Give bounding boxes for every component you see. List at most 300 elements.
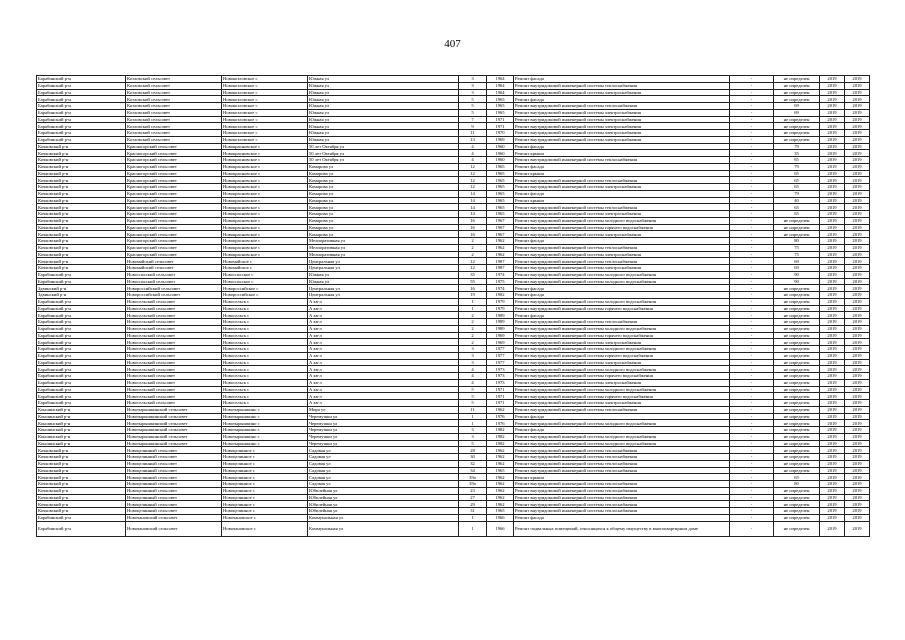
house-number-cell: 4 [459, 366, 487, 373]
plan-year-start-cell: 2019 [820, 319, 845, 326]
dash-cell: - [730, 406, 774, 413]
dash-cell: - [730, 440, 774, 447]
district-cell: Кочковский р-н [37, 204, 126, 211]
cost-cell: не определен [774, 393, 820, 400]
build-year-cell: 1962 [487, 406, 514, 413]
build-year-cell: 1966 [487, 521, 514, 536]
plan-year-start-cell: 2019 [820, 184, 845, 191]
plan-year-start-cell: 2019 [820, 359, 845, 366]
table-row [37, 319, 870, 326]
plan-year-start-cell: 2019 [820, 157, 845, 164]
house-number-cell: 16 [459, 285, 487, 292]
council-cell: Козловский сельсовет [126, 82, 222, 89]
cost-cell: 65 [774, 177, 820, 184]
settlement-cell: Новочановское с [222, 514, 308, 521]
council-cell: Красногорский сельсовет [126, 238, 222, 245]
table-row [37, 190, 870, 197]
street-cell: Коммунальная ул [308, 514, 459, 521]
cost-cell: не определен [774, 366, 820, 373]
street-cell: Комарова ул [308, 184, 459, 191]
table-row [37, 278, 870, 285]
dash-cell: - [730, 170, 774, 177]
build-year-cell: 1977 [487, 352, 514, 359]
plan-year-start-cell: 2019 [820, 82, 845, 89]
dash-cell: - [730, 454, 774, 461]
work-type-cell: Ремонт внутридомовой инженерной системы теплоснабжения [514, 82, 730, 89]
street-cell: Центральная ул [308, 285, 459, 292]
street-cell: Коммунальная ул [308, 521, 459, 536]
settlement-cell: Новокрасновское с [222, 224, 308, 231]
district-cell: Кочковский р-н [37, 163, 126, 170]
table-row [37, 494, 870, 501]
table-row [37, 170, 870, 177]
settlement-cell: Новокозловское с [222, 89, 308, 96]
council-cell: Новосельский сельсовет [126, 312, 222, 319]
build-year-cell: 1973 [487, 379, 514, 386]
plan-year-start-cell: 2019 [820, 366, 845, 373]
house-number-cell: 34 [459, 467, 487, 474]
plan-year-start-cell: 2019 [820, 190, 845, 197]
plan-year-end-cell: 2019 [845, 460, 870, 467]
work-type-cell: Ремонт внутридомовой инженерной системы холодного водоснабжения [514, 278, 730, 285]
build-year-cell: 1967 [487, 217, 514, 224]
street-cell: Южная ул [308, 89, 459, 96]
council-cell: Новосельский сельсовет [126, 319, 222, 326]
plan-year-end-cell: 2019 [845, 474, 870, 481]
plan-year-start-cell: 2019 [820, 474, 845, 481]
district-cell: Барабинский р-н [37, 332, 126, 339]
table-row [37, 224, 870, 231]
settlement-cell: Новокрасновское с [222, 217, 308, 224]
plan-year-end-cell: 2019 [845, 305, 870, 312]
settlement-cell: Новотырышкино с [222, 433, 308, 440]
settlement-cell: Новоцелинное с [222, 467, 308, 474]
table-row [37, 285, 870, 292]
street-cell: Мелиоративная ул [308, 251, 459, 258]
plan-year-start-cell: 2019 [820, 400, 845, 407]
plan-year-start-cell: 2019 [820, 386, 845, 393]
council-cell: Красногорский сельсовет [126, 217, 222, 224]
cost-cell: 90 [774, 278, 820, 285]
table-row [37, 433, 870, 440]
build-year-cell: 1989 [487, 319, 514, 326]
house-number-cell: 2 [459, 332, 487, 339]
dash-cell: - [730, 258, 774, 265]
council-cell: Новоцелинный сельсовет [126, 508, 222, 515]
street-cell: Садовая ул [308, 447, 459, 454]
plan-year-start-cell: 2019 [820, 116, 845, 123]
work-type-cell: Ремонт внутридомовой инженерной системы электроснабжения [514, 184, 730, 191]
dash-cell: - [730, 123, 774, 130]
plan-year-start-cell: 2019 [820, 244, 845, 251]
plan-year-start-cell: 2019 [820, 514, 845, 521]
house-number-cell: 3 [459, 359, 487, 366]
plan-year-end-cell: 2019 [845, 346, 870, 353]
cost-cell: не определен [774, 352, 820, 359]
council-cell: Новосельский сельсовет [126, 393, 222, 400]
table-row [37, 325, 870, 332]
plan-year-end-cell: 2019 [845, 494, 870, 501]
council-cell: Новоцелинный сельсовет [126, 447, 222, 454]
build-year-cell: 1962 [487, 238, 514, 245]
page-number: 407 [444, 38, 461, 50]
district-cell: Кочковский р-н [37, 150, 126, 157]
plan-year-end-cell: 2019 [845, 406, 870, 413]
plan-year-end-cell: 2019 [845, 109, 870, 116]
plan-year-end-cell: 2019 [845, 373, 870, 380]
cost-cell: 69 [774, 103, 820, 110]
plan-year-start-cell: 2019 [820, 447, 845, 454]
plan-year-end-cell: 2019 [845, 143, 870, 150]
work-type-cell: Ремонт фасада [514, 76, 730, 83]
dash-cell: - [730, 332, 774, 339]
dash-cell: - [730, 136, 774, 143]
house-number-cell: 5 [459, 103, 487, 110]
plan-year-end-cell: 2019 [845, 204, 870, 211]
dash-cell: - [730, 305, 774, 312]
table-row [37, 251, 870, 258]
street-cell: Мира ул [308, 406, 459, 413]
plan-year-start-cell: 2019 [820, 136, 845, 143]
work-type-cell: Ремонт внутридомовой инженерной системы электроснабжения [514, 136, 730, 143]
district-cell: Коьшинский р-н [37, 406, 126, 413]
plan-year-start-cell: 2019 [820, 76, 845, 83]
build-year-cell: 1982 [487, 440, 514, 447]
build-year-cell: 1960 [487, 150, 514, 157]
council-cell: Новомайский сельсовет [126, 265, 222, 272]
cost-cell: не определен [774, 400, 820, 407]
settlement-cell: Новоцелинное с [222, 454, 308, 461]
council-cell: Новоцелинный сельсовет [126, 501, 222, 508]
cost-cell: не определен [774, 413, 820, 420]
cost-cell: не определен [774, 96, 820, 103]
district-cell: Барабинский р-н [37, 278, 126, 285]
council-cell: Новосельский сельсовет [126, 373, 222, 380]
work-type-cell: Ремонт фасада [514, 190, 730, 197]
street-cell: Черемушки ул [308, 420, 459, 427]
dash-cell: - [730, 474, 774, 481]
district-cell: Барабинский р-н [37, 393, 126, 400]
house-number-cell: 16 [459, 231, 487, 238]
plan-year-start-cell: 2019 [820, 285, 845, 292]
cost-cell: 69 [774, 265, 820, 272]
district-cell: Кочковский р-н [37, 244, 126, 251]
settlement-cell: Новоцелинное с [222, 508, 308, 515]
plan-year-end-cell: 2019 [845, 454, 870, 461]
table-row [37, 136, 870, 143]
council-cell: Новосельский сельсовет [126, 305, 222, 312]
street-cell: Южная ул [308, 130, 459, 137]
street-cell: Южная ул [308, 109, 459, 116]
work-type-cell: Ремонт внутридомовой инженерной системы холодного водоснабжения [514, 386, 730, 393]
council-cell: Новотырышкинский сельсовет [126, 433, 222, 440]
plan-year-start-cell: 2019 [820, 379, 845, 386]
street-cell: Юбилейная ул [308, 494, 459, 501]
street-cell: Комарова ул [308, 224, 459, 231]
settlement-cell: Новосельск с [222, 305, 308, 312]
dash-cell: - [730, 420, 774, 427]
table-row [37, 339, 870, 346]
council-cell: Новотырышкинский сельсовет [126, 440, 222, 447]
dash-cell: - [730, 359, 774, 366]
dash-cell: - [730, 217, 774, 224]
plan-year-end-cell: 2019 [845, 217, 870, 224]
house-number-cell: 14 [459, 211, 487, 218]
house-number-cell: 39а [459, 481, 487, 488]
work-type-cell: Ремонт внутридомовой инженерной системы электроснабжения [514, 130, 730, 137]
dash-cell: - [730, 265, 774, 272]
dash-cell: - [730, 157, 774, 164]
work-type-cell: Ремонт внутридомовой инженерной системы теплоснабжения [514, 204, 730, 211]
plan-year-start-cell: 2019 [820, 109, 845, 116]
cost-cell: 79 [774, 143, 820, 150]
dash-cell: - [730, 285, 774, 292]
street-cell: Центральная ул [308, 292, 459, 299]
house-number-cell: 16 [459, 224, 487, 231]
settlement-cell: Новоцелинное с [222, 501, 308, 508]
council-cell: Красногорский сельсовет [126, 224, 222, 231]
cost-cell: не определен [774, 406, 820, 413]
council-cell: Красногорский сельсовет [126, 204, 222, 211]
settlement-cell: Новокозловское с [222, 136, 308, 143]
table-row [37, 427, 870, 434]
work-type-cell: Ремонт внутридомовой инженерной системы теплоснабжения [514, 244, 730, 251]
table-row [37, 481, 870, 488]
build-year-cell: 1965 [487, 163, 514, 170]
district-cell: Кочковский р-н [37, 474, 126, 481]
council-cell: Новоспасский сельсовет [126, 278, 222, 285]
table-row [37, 89, 870, 96]
build-year-cell: 1965 [487, 184, 514, 191]
plan-year-start-cell: 2019 [820, 305, 845, 312]
plan-year-start-cell: 2019 [820, 346, 845, 353]
district-cell: Кочковский р-н [37, 238, 126, 245]
house-number-cell: 4 [459, 150, 487, 157]
settlement-cell: Новотырышкино с [222, 406, 308, 413]
plan-year-start-cell: 2019 [820, 265, 845, 272]
house-number-cell: 3 [459, 433, 487, 440]
table-row [37, 393, 870, 400]
plan-year-end-cell: 2019 [845, 244, 870, 251]
house-number-cell: 16 [459, 217, 487, 224]
district-cell: Барабинский р-н [37, 89, 126, 96]
settlement-cell: Новокозловское с [222, 103, 308, 110]
dash-cell: - [730, 150, 774, 157]
cost-cell: не определен [774, 373, 820, 380]
plan-year-end-cell: 2019 [845, 487, 870, 494]
district-cell: Барабинский р-н [37, 346, 126, 353]
street-cell: Комарова ул [308, 170, 459, 177]
work-type-cell: Ремонт внутридомовой инженерной системы горячего водоснабжения [514, 352, 730, 359]
cost-cell: не определен [774, 454, 820, 461]
table-row [37, 82, 870, 89]
build-year-cell: 1965 [487, 204, 514, 211]
plan-year-start-cell: 2019 [820, 454, 845, 461]
plan-year-start-cell: 2019 [820, 271, 845, 278]
dash-cell: - [730, 109, 774, 116]
cost-cell: не определен [774, 76, 820, 83]
street-cell: А кв-л [308, 332, 459, 339]
work-type-cell: Ремонт внутридомовой инженерной системы теплоснабжения [514, 508, 730, 515]
district-cell: Кочковский р-н [37, 184, 126, 191]
table-row [37, 346, 870, 353]
street-cell: А кв-л [308, 400, 459, 407]
table-row [37, 109, 870, 116]
work-type-cell: Ремонт внутридомовой инженерной системы теплоснабжения [514, 481, 730, 488]
cost-cell: 35 [774, 150, 820, 157]
work-type-cell: Ремонт фасада [514, 143, 730, 150]
street-cell: Садовая ул [308, 467, 459, 474]
street-cell: А кв-л [308, 352, 459, 359]
build-year-cell: 1977 [487, 346, 514, 353]
council-cell: Новосельский сельсовет [126, 379, 222, 386]
cost-cell: 65 [774, 170, 820, 177]
settlement-cell: Новокозловское с [222, 82, 308, 89]
plan-year-end-cell: 2019 [845, 332, 870, 339]
plan-year-start-cell: 2019 [820, 420, 845, 427]
council-cell: Новосельский сельсовет [126, 325, 222, 332]
plan-year-end-cell: 2019 [845, 298, 870, 305]
house-number-cell: 23 [459, 487, 487, 494]
build-year-cell: 1979 [487, 298, 514, 305]
table-body [37, 76, 870, 537]
street-cell: Мелиоративная ул [308, 238, 459, 245]
build-year-cell: 1969 [487, 332, 514, 339]
build-year-cell: 1971 [487, 386, 514, 393]
cost-cell: не определен [774, 89, 820, 96]
street-cell: А кв-л [308, 373, 459, 380]
settlement-cell: Новосельск с [222, 332, 308, 339]
council-cell: Новотырышкинский сельсовет [126, 406, 222, 413]
house-number-cell: 5 [459, 96, 487, 103]
plan-year-end-cell: 2019 [845, 96, 870, 103]
dash-cell: - [730, 298, 774, 305]
table-row [37, 150, 870, 157]
house-number-cell: 31 [459, 508, 487, 515]
plan-year-end-cell: 2019 [845, 427, 870, 434]
table-row [37, 231, 870, 238]
council-cell: Новотырышкинский сельсовет [126, 420, 222, 427]
council-cell: Красногорский сельсовет [126, 170, 222, 177]
district-cell: Кочковский р-н [37, 454, 126, 461]
table-row [37, 116, 870, 123]
dash-cell: - [730, 433, 774, 440]
district-cell: Барабинский р-н [37, 96, 126, 103]
dash-cell: - [730, 481, 774, 488]
council-cell: Новоцелинный сельсовет [126, 487, 222, 494]
work-type-cell: Ремонт внутридомовой инженерной системы холодного водоснабжения [514, 420, 730, 427]
settlement-cell: Новосельск с [222, 400, 308, 407]
district-cell: Кочковский р-н [37, 460, 126, 467]
council-cell: Новосельский сельсовет [126, 339, 222, 346]
build-year-cell: 1971 [487, 123, 514, 130]
build-year-cell: 1971 [487, 116, 514, 123]
work-type-cell: Ремонт внутридомовой инженерной системы электроснабжения [514, 116, 730, 123]
dash-cell: - [730, 292, 774, 299]
plan-year-start-cell: 2019 [820, 170, 845, 177]
street-cell: Комарова ул [308, 217, 459, 224]
cost-cell: не определен [774, 285, 820, 292]
plan-year-start-cell: 2019 [820, 373, 845, 380]
work-type-cell: Ремонт внутридомовой инженерной системы теплоснабжения [514, 319, 730, 326]
dash-cell: - [730, 143, 774, 150]
council-cell: Красногорский сельсовет [126, 190, 222, 197]
council-cell: Новосельский сельсовет [126, 400, 222, 407]
settlement-cell: Новоцелинное с [222, 487, 308, 494]
district-cell: Барабинский р-н [37, 82, 126, 89]
street-cell: Комарова ул [308, 190, 459, 197]
table-row [37, 76, 870, 83]
work-type-cell: Ремонт внутридомовой инженерной системы электроснабжения [514, 231, 730, 238]
dash-cell: - [730, 177, 774, 184]
settlement-cell: Новоцелинное с [222, 474, 308, 481]
plan-year-end-cell: 2019 [845, 224, 870, 231]
table-row [37, 305, 870, 312]
build-year-cell: 1965 [487, 197, 514, 204]
street-cell: Южная ул [308, 271, 459, 278]
district-cell: Барабинский р-н [37, 325, 126, 332]
settlement-cell: Новокрасновское с [222, 190, 308, 197]
build-year-cell: 1989 [487, 325, 514, 332]
district-cell: Кочковский р-н [37, 211, 126, 218]
build-year-cell: 1962 [487, 481, 514, 488]
table-row [37, 508, 870, 515]
plan-year-start-cell: 2019 [820, 494, 845, 501]
council-cell: Красногорский сельсовет [126, 197, 222, 204]
council-cell: Красногорский сельсовет [126, 177, 222, 184]
build-year-cell: 1969 [487, 339, 514, 346]
plan-year-end-cell: 2019 [845, 501, 870, 508]
settlement-cell: Новосельск с [222, 393, 308, 400]
work-type-cell: Ремонт крыши [514, 474, 730, 481]
build-year-cell: 1960 [487, 143, 514, 150]
plan-year-start-cell: 2019 [820, 217, 845, 224]
settlement-cell: Новосельск с [222, 325, 308, 332]
cost-cell: не определен [774, 379, 820, 386]
work-type-cell: Ремонт фасада [514, 514, 730, 521]
plan-year-end-cell: 2019 [845, 467, 870, 474]
work-type-cell: Ремонт внутридомовой инженерной системы теплоснабжения [514, 501, 730, 508]
cost-cell: не определен [774, 332, 820, 339]
work-type-cell: Ремонт фасада [514, 413, 730, 420]
work-type-cell: Ремонт внутридомовой инженерной системы теплоснабжения [514, 460, 730, 467]
plan-year-end-cell: 2019 [845, 319, 870, 326]
cost-cell: не определен [774, 292, 820, 299]
settlement-cell: Новокозловское с [222, 130, 308, 137]
work-type-cell: Ремонт внутридомовой инженерной системы холодного водоснабжения [514, 325, 730, 332]
cost-cell: не определен [774, 460, 820, 467]
street-cell: Черемушки ул [308, 427, 459, 434]
council-cell: Новороссийский сельсовет [126, 292, 222, 299]
house-number-cell: 35 [459, 271, 487, 278]
dash-cell: - [730, 103, 774, 110]
district-cell: Кочковский р-н [37, 197, 126, 204]
cost-cell: 79 [774, 163, 820, 170]
work-type-cell: Ремонт внутридомовой инженерной системы электроснабжения [514, 265, 730, 272]
house-number-cell: 11 [459, 406, 487, 413]
plan-year-end-cell: 2019 [845, 82, 870, 89]
house-number-cell: 1 [459, 305, 487, 312]
plan-year-end-cell: 2019 [845, 150, 870, 157]
house-number-cell: 3 [459, 82, 487, 89]
settlement-cell: Новомайское с [222, 265, 308, 272]
house-number-cell: 2 [459, 325, 487, 332]
district-cell: Здвинский р-н [37, 285, 126, 292]
plan-year-end-cell: 2019 [845, 170, 870, 177]
plan-year-end-cell: 2019 [845, 440, 870, 447]
settlement-cell: Новокрасновское с [222, 143, 308, 150]
work-type-cell: Ремонт внутридомовой инженерной системы холодного водоснабжения [514, 271, 730, 278]
